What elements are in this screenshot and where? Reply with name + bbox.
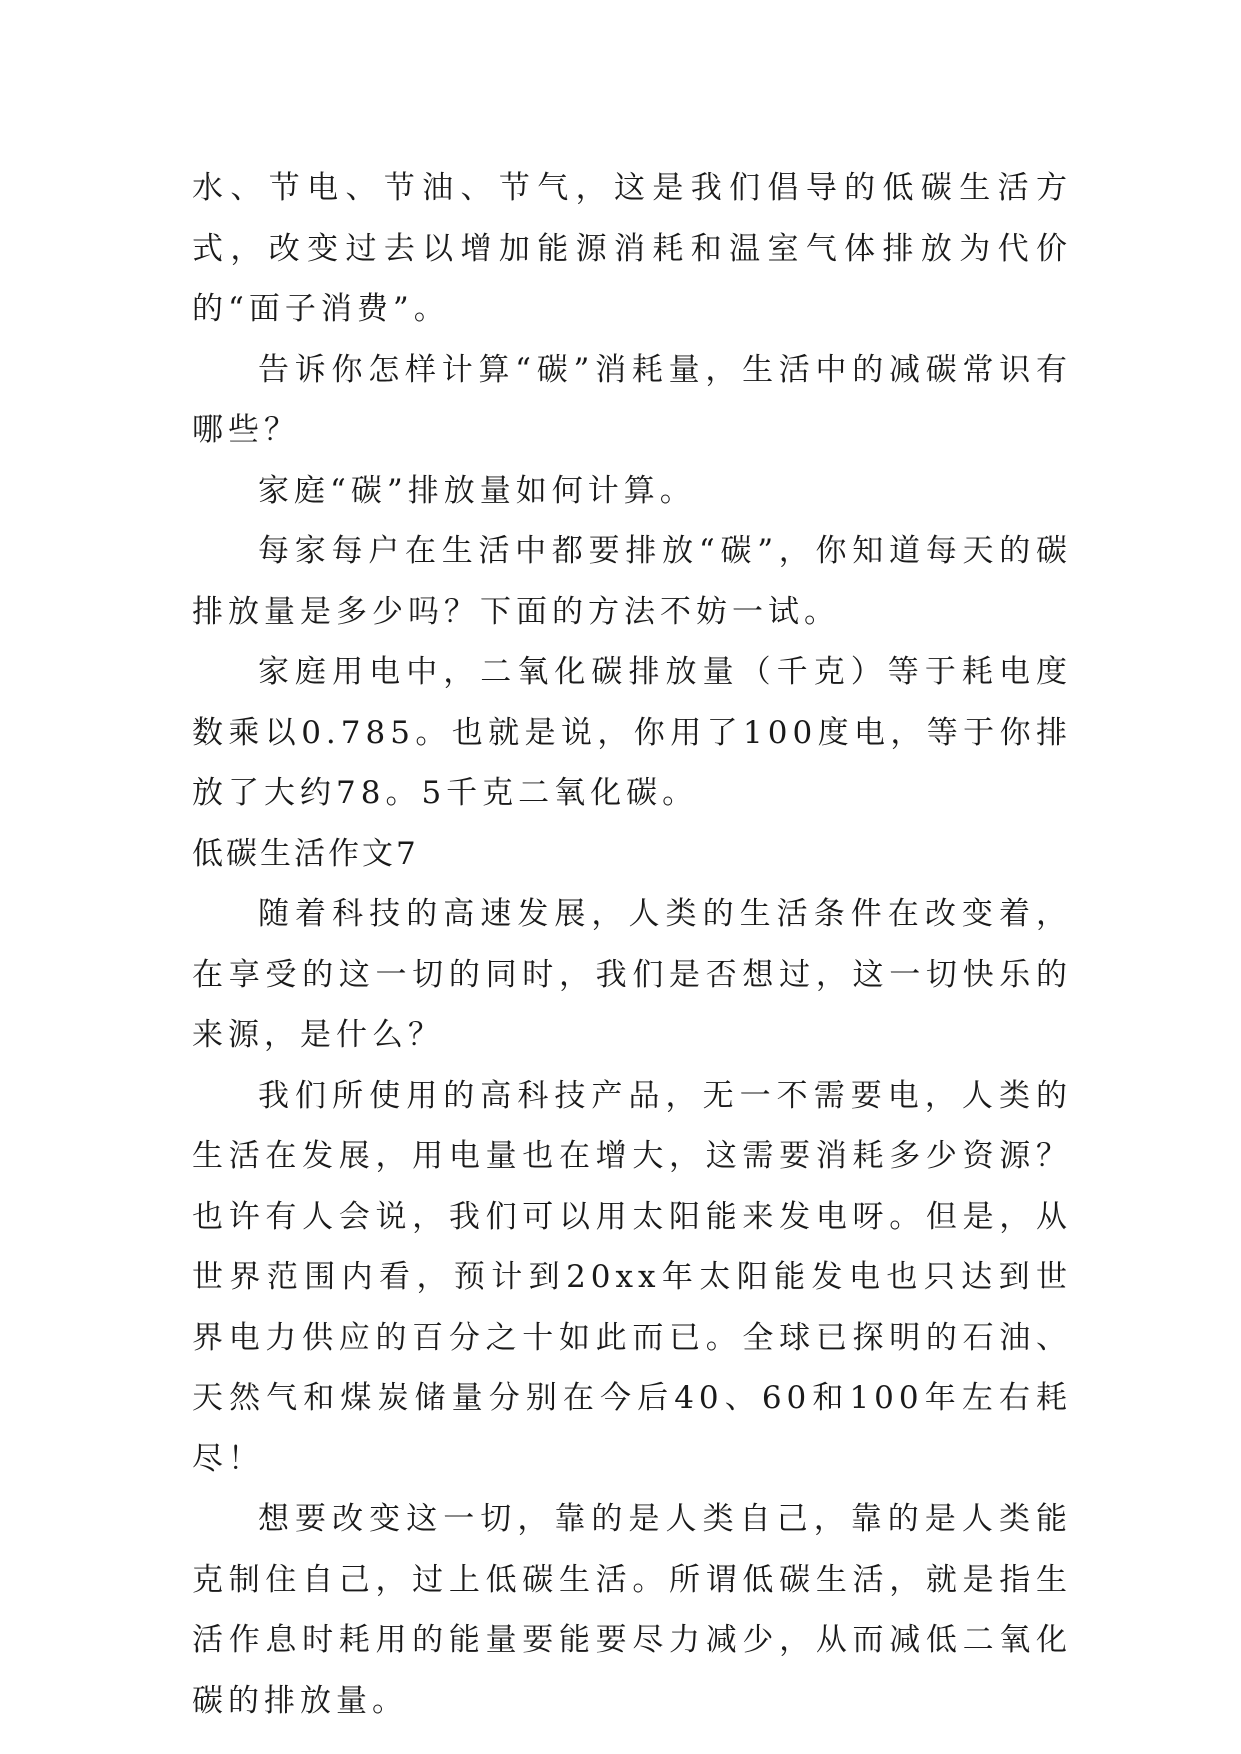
- paragraph-electricity-formula: 家庭用电中，二氧化碳排放量（千克）等于耗电度数乘以0.785。也就是说，你用了100度电，等于你排放了大约78。5千克二氧化碳。: [192, 654, 1072, 811]
- paragraph-household-carbon-title: 家庭“碳”排放量如何计算。: [258, 472, 696, 509]
- paragraph-low-carbon-life: 想要改变这一切，靠的是人类自己，靠的是人类能克制住自己，过上低碳生活。所谓低碳生活，就是指生活作息时耗用的能量要能要尽力减少，从而减低二氧化碳的排放量。: [192, 1501, 1072, 1719]
- paragraph-technology: 随着科技的高速发展，人类的生活条件在改变着，在享受的这一切的同时，我们是否想过，这一切快乐的来源，是什么？: [192, 896, 1072, 1053]
- section-heading: 低碳生活作文7: [192, 835, 419, 872]
- paragraph-daily-emission: 每家每户在生活中都要排放“碳”，你知道每天的碳排放量是多少吗？下面的方法不妨一试。: [192, 533, 1072, 630]
- paragraph-continuation: 水、节电、节油、节气，这是我们倡导的低碳生活方式，改变过去以增加能源消耗和温室气体排放为代价的“面子消费”。: [192, 170, 1072, 327]
- document-body: [192, 158, 1072, 1731]
- paragraph-carbon-question: 告诉你怎样计算“碳”消耗量，生活中的减碳常识有哪些？: [192, 351, 1072, 448]
- paragraph-energy-resources: 我们所使用的高科技产品，无一不需要电，人类的生活在发展，用电量也在增大，这需要消耗多少资源？也许有人会说，我们可以用太阳能来发电呀。但是，从世界范围内看，预计到20xx年太阳能发电也只达到世界电力供应的百分之十如此而已。全球已探明的石油、天然气和煤炭储量分别在今后40、60和100年左右耗尽！: [192, 1077, 1072, 1477]
